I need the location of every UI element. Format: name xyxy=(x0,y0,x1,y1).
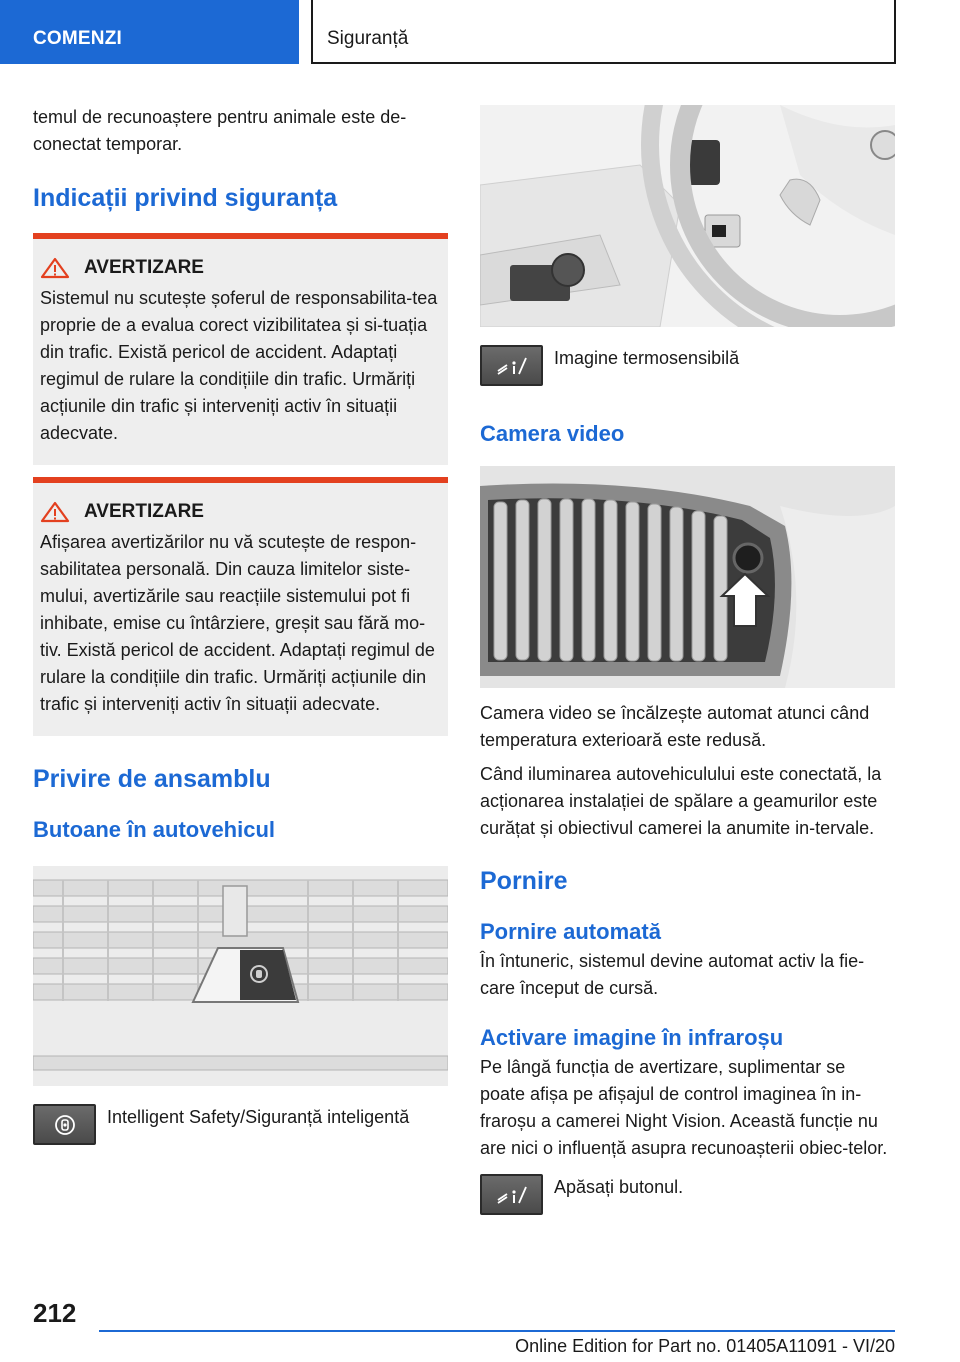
edition-footer: Online Edition for Part no. 01405A11091 - VI/20 xyxy=(515,1336,895,1356)
footer-divider xyxy=(99,1330,895,1332)
warning-text-2: Afișarea avertizărilor nu vă scutește de respon-sabilitatea personală. Din cauza limitelor siste-mului, avertizările sau reacțiile sistemului pot fi inhibate, emise cu întârziere, greșit sau fără mo-tiv. Există pericol de accident. Adaptați regimul de rulare la condițiile din trafic. Urmăriți acțiunile din trafic și interveniți activ în situații adecvate. xyxy=(40,532,435,714)
auto-start-text: În întuneric, sistemul devine automat activ la fie-care început de cursă. xyxy=(480,951,865,998)
right-column xyxy=(480,100,895,1215)
page-number: 212 xyxy=(33,1298,77,1328)
button-caption: Intelligent Safety/Siguranță inteligentă xyxy=(107,1107,410,1127)
warning-text-1: Sistemul nu scutește șoferul de responsabilita-tea proprie de a evalua corect vizibilitatea și si-tuația din trafic. Există pericol de accident. Adaptați regimul de rulare la condițiile din trafic. Urmăriți acțiunile din trafic și interveniți activ în situații adecvate. xyxy=(40,288,438,443)
camera-text-2: Când iluminarea autovehiculului este conectată, la acționarea instalației de spălare a geamurilor este curățat și obiectivul camerei la anumite in-tervale. xyxy=(480,764,882,838)
thermal-caption: Imagine termosensibilă xyxy=(554,348,740,368)
section-tab: COMENZI xyxy=(0,0,299,64)
auto-start-subheading: Pornire automată xyxy=(480,919,661,944)
overview-heading: Privire de ansamblu xyxy=(33,765,271,793)
warning-box-1 xyxy=(33,233,448,465)
chapter-title: Siguranță xyxy=(311,0,896,64)
start-heading: Pornire xyxy=(480,867,568,895)
warning-triangle-icon xyxy=(40,257,70,279)
buttons-subheading: Butoane în autovehicul xyxy=(33,817,276,842)
dashboard-figure xyxy=(480,105,895,327)
press-button-text: Apăsați butonul. xyxy=(554,1177,684,1197)
night-vision-icon xyxy=(480,345,543,386)
intelligent-safety-icon xyxy=(33,1104,96,1145)
infrared-text: Pe lângă funcția de avertizare, suplimentar se poate afișa pe afișajul de control imaginea în in-fraroșu a camerei Night Vision. Această funcție nu are nici o influență asupra recunoașterii obiec-telor. xyxy=(480,1057,888,1158)
safety-heading: Indicații privind siguranța xyxy=(33,184,338,212)
warning-triangle-icon xyxy=(40,501,70,523)
camera-figure xyxy=(480,466,895,688)
left-column xyxy=(33,100,448,1145)
infrared-subheading: Activare imagine în infraroșu xyxy=(480,1025,784,1050)
warning-label-1: AVERTIZARE xyxy=(84,257,204,278)
night-vision-button-icon xyxy=(480,1174,543,1215)
camera-text-1: Camera video se încălzește automat atunci când temperatura exterioară este redusă. xyxy=(480,703,870,750)
camera-heading: Camera video xyxy=(480,421,625,446)
intro-text: temul de recunoaștere pentru animale este de-conectat temporar. xyxy=(33,107,407,154)
warning-label-2: AVERTIZARE xyxy=(84,501,204,522)
button-panel-figure xyxy=(33,866,448,1086)
warning-box-2 xyxy=(33,477,448,736)
